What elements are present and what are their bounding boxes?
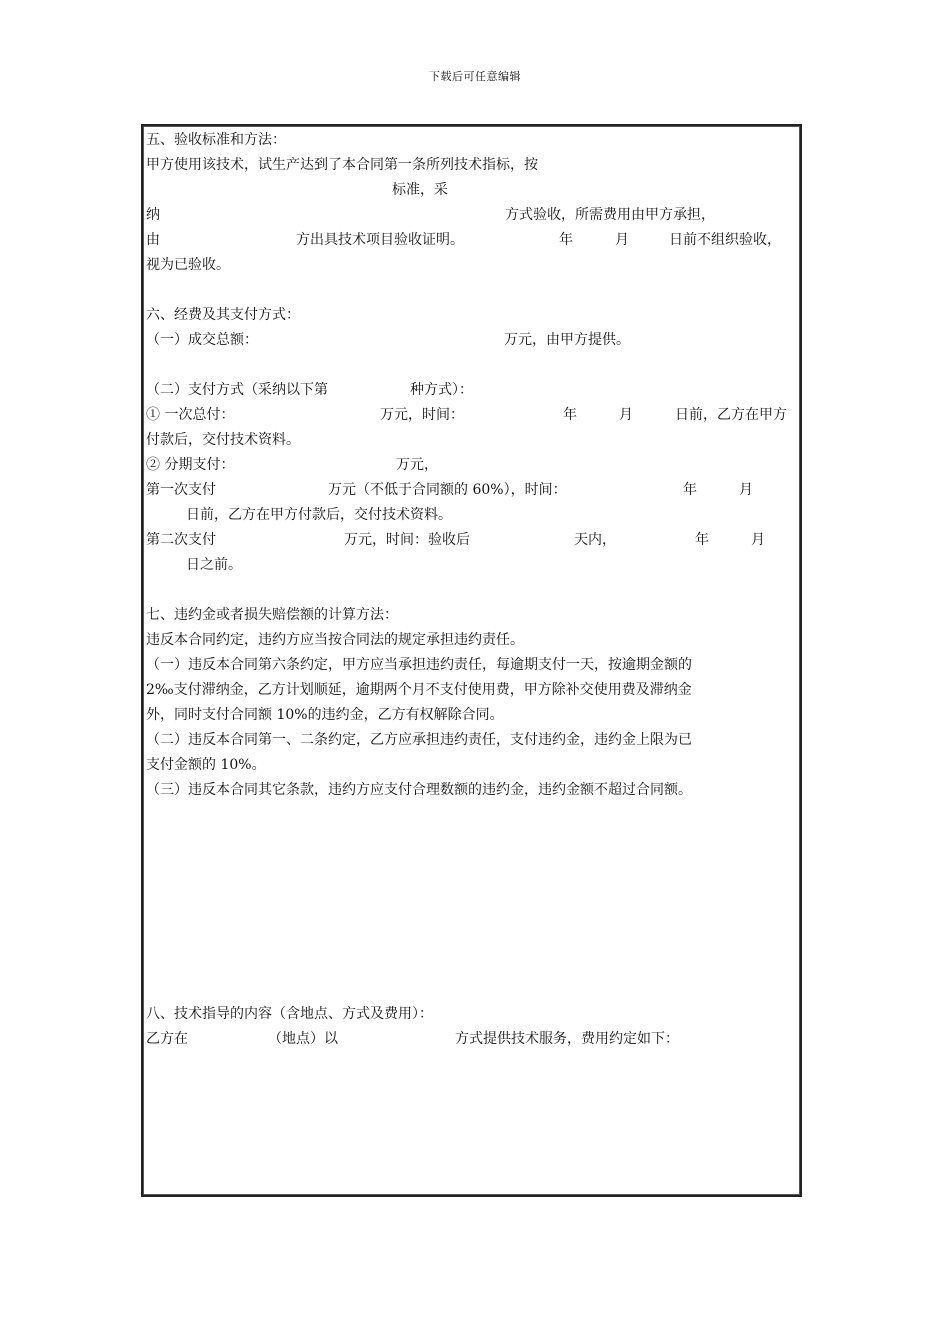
section6-first-line2: 日前，乙方在甲方付款后，交付技术资料。 [186, 507, 452, 523]
section7-clause2-line1: （二）违反本合同第一、二条约定，乙方应承担违约责任，支付违约金，违约金上限为已 [146, 732, 692, 748]
section6-second-line2: 日之前。 [186, 557, 242, 573]
section5-month: 月 [615, 232, 629, 248]
section6-first-year: 年 [683, 482, 697, 498]
section5-line3b: 方式验收，所需费用由甲方承担， [505, 207, 715, 223]
section6-install-amount: 万元， [396, 457, 438, 473]
section6-once-day: 日前，乙方在甲方 [675, 407, 787, 423]
section6-pay-label: （二）支付方式（采纳以下第 [146, 382, 328, 398]
section6-once-label: ① 一次总付： [146, 407, 235, 423]
section7-clause1-line2: 2‰支付滞纳金，乙方计划顺延，逾期两个月不支付使用费，甲方除补交使用费及滞纳金 [146, 682, 692, 698]
section5-line4b: 方出具技术项目验收证明。 [296, 232, 464, 248]
section6-first-month: 月 [739, 482, 753, 498]
section6-install-label: ② 分期支付： [146, 457, 235, 473]
section8-title: 八、技术指导的内容（含地点、方式及费用）： [146, 1006, 433, 1022]
section7-title: 七、违约金或者损失赔偿额的计算方法： [146, 607, 398, 623]
section6-second-amount: 万元，时间：验收后 [344, 532, 470, 548]
section5-line2: 标准，采 [392, 182, 448, 198]
section5-year: 年 [559, 232, 573, 248]
section6-once-month: 月 [619, 407, 633, 423]
section6-once-year: 年 [563, 407, 577, 423]
section6-first-label: 第一次支付 [146, 482, 216, 498]
section6-total-unit: 万元，由甲方提供。 [504, 332, 630, 348]
section5-line4a: 由 [146, 232, 160, 248]
section7-intro: 违反本合同约定，违约方应当按合同法的规定承担违约责任。 [146, 632, 524, 648]
section5-title: 五、验收标准和方法： [146, 132, 286, 148]
section6-second-year: 年 [695, 532, 709, 548]
section6-pay-choice: 种方式）： [410, 382, 473, 398]
section8-line1a: 乙方在 [146, 1031, 188, 1047]
page-header: 下载后可任意编辑 [429, 70, 521, 83]
section7-clause3: （三）违反本合同其它条款，违约方应支付合理数额的违约金，违约金额不超过合同额。 [146, 782, 692, 798]
section5-line1: 甲方使用该技术，试生产达到了本合同第一条所列技术指标，按 [146, 157, 538, 173]
section6-total-label: （一）成交总额： [146, 332, 258, 348]
section6-title: 六、经费及其支付方式： [146, 307, 300, 323]
section5-line3a: 纳 [146, 207, 160, 223]
section7-clause1-line1: （一）违反本合同第六条约定，甲方应当承担违约责任，每逾期支付一天，按逾期金额的 [146, 657, 692, 673]
section6-once-amount: 万元，时间： [380, 407, 464, 423]
section6-second-month: 月 [751, 532, 765, 548]
section8-line1b: （地点）以 [268, 1031, 338, 1047]
section5-line5: 视为已验收。 [146, 257, 230, 273]
section8-line1c: 方式提供技术服务，费用约定如下： [455, 1031, 679, 1047]
section6-first-amount: 万元（不低于合同额的 60%），时间： [328, 482, 567, 498]
section5-line4e: 日前不组织验收， [669, 232, 781, 248]
section6-second-days: 天内， [574, 532, 616, 548]
section6-once-line2: 付款后，交付技术资料。 [146, 432, 300, 448]
section7-clause1-line3: 外，同时支付合同额 10%的违约金，乙方有权解除合同。 [146, 707, 504, 723]
section7-clause2-line2: 支付金额的 10%。 [146, 757, 266, 773]
section6-second-label: 第二次支付 [146, 532, 216, 548]
